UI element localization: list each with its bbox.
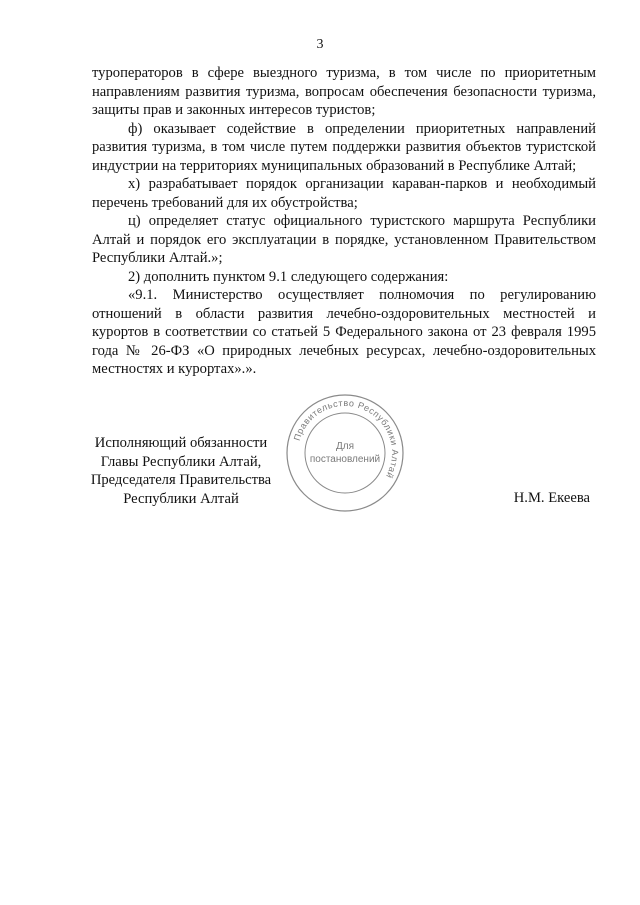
signature-title-line-2: Главы Республики Алтай, [100,453,262,470]
signer-name: Н.М. Екеева [513,490,590,506]
paragraph-5: 2) дополнить пунктом 9.1 следующего содержания: [128,268,449,285]
stamp-inner-ring [305,413,385,493]
paragraph-6: «9.1. Министерство осуществляет полномочия по регулированию отношений в области развития лечебно-оздоровительных местностей и курортов в соответствии со статьей 5 Федерального закона от 23 февраля 1995 года № 26-ФЗ «О природных лечебных ресурсах, лечебно-оздоровительных местностях и курортах».». [92,287,596,377]
signature-title-line-4: Республики Алтай [123,490,239,507]
signature-title [86,434,276,508]
paragraph-1: туроператоров в сфере выездного туризма, в том числе по приоритетным направлениям развития туризма, вопросам обеспечения безопасности туризма, защиты прав и законных интересов туристов; [92,65,596,118]
stamp-outer-ring [287,395,403,511]
signature-title-line-1: Исполняющий обязанности [94,435,268,451]
stamp-outer-text-path: Правительство Республики Алтай [291,397,401,481]
signature-title-line-3: Председателя Правительства [90,472,272,488]
document-body [92,64,596,379]
stamp-inner-line-2: постановлений [309,454,381,465]
official-stamp [284,392,406,514]
paragraph-2: ф) оказывает содействие в определении приоритетных направлений развития туризма, в том числе путем поддержки развития объектов туристской индустрии на территориях муниципальных образований в Республике Алтай; [92,120,596,174]
stamp-inner-line-1: Для [335,441,355,452]
paragraph-4: ц) определяет статус официального туристского маршрута Республики Алтай и порядок его эксплуатации в порядке, установленном Правительством Республики Алтай.»; [92,213,596,266]
paragraph-3: х) разрабатывает порядок организации караван-парков и необходимый перечень требований для их обустройства; [92,176,596,211]
page-number: 3 [316,37,324,52]
